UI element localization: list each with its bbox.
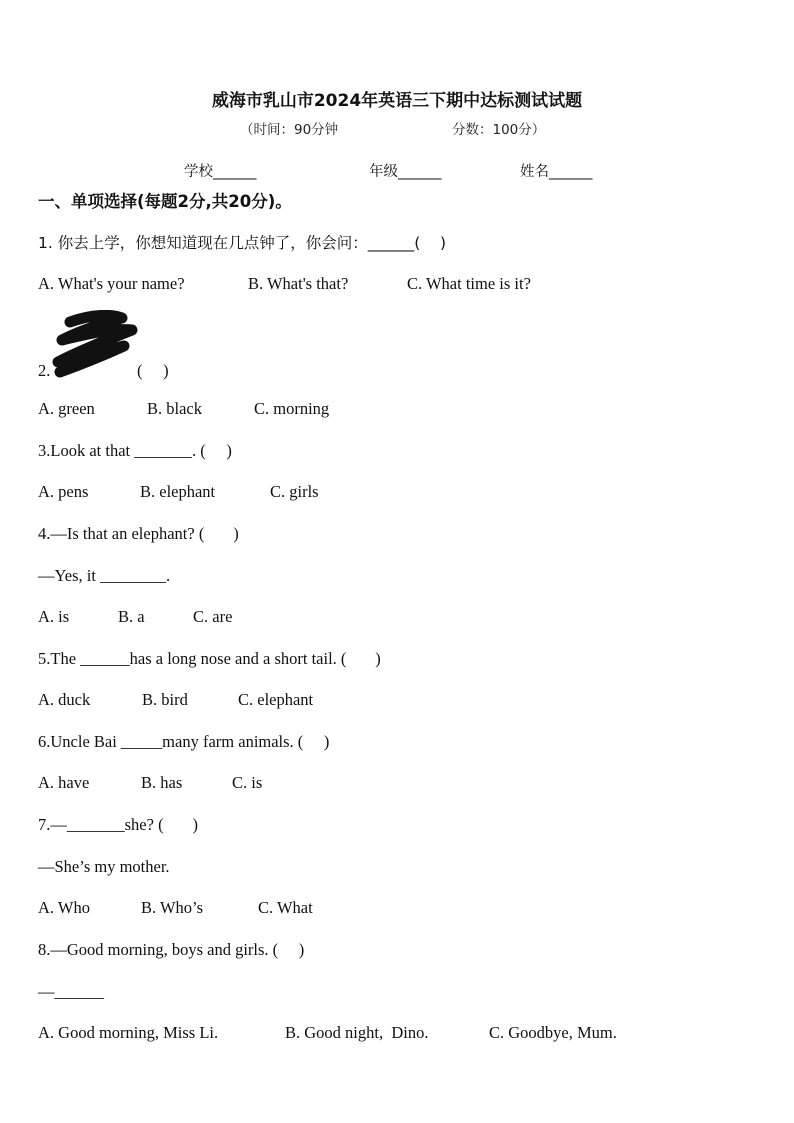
question-7-option-c: C. What (258, 898, 313, 917)
question-4-answer-line: —Yes, it ________. (38, 566, 171, 585)
question-6-option-a: A. have (38, 773, 90, 792)
question-5-option-a: A. duck (38, 690, 91, 709)
question-8-answer-line: —______ (38, 982, 104, 1001)
school-field: 学校______ (184, 164, 257, 180)
question-3-option-c: C. girls (270, 482, 319, 501)
question-4-option-c: C. are (193, 607, 233, 626)
question-7-prompt: 7.—_______she? ( ) (38, 815, 198, 834)
question-8-option-a: A. Good morning, Miss Li. (38, 1023, 219, 1042)
question-5-option-b: B. bird (142, 690, 188, 709)
question-5-option-c: C. elephant (238, 690, 314, 709)
question-4-option-a: A. is (38, 607, 70, 626)
question-5-prompt: 5.The ______has a long nose and a short tail. ( ) (38, 649, 381, 668)
section-heading: 一、单项选择(每题2分,共20分)。 (38, 192, 292, 211)
question-2-option-b: B. black (147, 399, 202, 418)
question-2-option-c: C. morning (254, 399, 330, 418)
question-8-prompt: 8.—Good morning, boys and girls. ( ) (38, 940, 305, 959)
question-1-option-b: B. What's that? (248, 274, 349, 293)
question-3-option-a: A. pens (38, 482, 89, 501)
score-info: 分数：100分） (452, 122, 546, 138)
question-1-prompt: 1. 你去上学，你想知道现在几点钟了，你会问：______( ) (38, 234, 447, 252)
question-1-option-a: A. What's your name? (38, 274, 185, 293)
question-6-option-c: C. is (232, 773, 263, 792)
time-info: （时间：90分钟 (240, 122, 339, 138)
question-4-option-b: B. a (118, 607, 145, 626)
question-2-prompt: 2. ( ) (38, 361, 169, 380)
name-field: 姓名______ (520, 164, 593, 180)
question-2-option-a: A. green (38, 399, 95, 418)
question-6-option-b: B. has (141, 773, 183, 792)
question-4-prompt: 4.—Is that an elephant? ( ) (38, 524, 239, 543)
question-3-option-b: B. elephant (140, 482, 216, 501)
question-8-option-c: C. Goodbye, Mum. (489, 1023, 617, 1042)
question-7-answer-line: —She’s my mother. (38, 857, 170, 876)
exam-title: 威海市乳山市2024年英语三下期中达标测试试题 (211, 91, 583, 111)
question-3-prompt: 3.Look at that _______. ( ) (38, 441, 232, 460)
question-7-option-a: A. Who (38, 898, 90, 917)
question-6-prompt: 6.Uncle Bai _____many farm animals. ( ) (38, 732, 330, 751)
question-1-option-c: C. What time is it? (407, 274, 531, 293)
question-7-option-b: B. Who’s (141, 898, 204, 917)
question-8-option-b: B. Good night, Dino. (285, 1023, 429, 1042)
grade-field: 年级______ (369, 164, 442, 180)
